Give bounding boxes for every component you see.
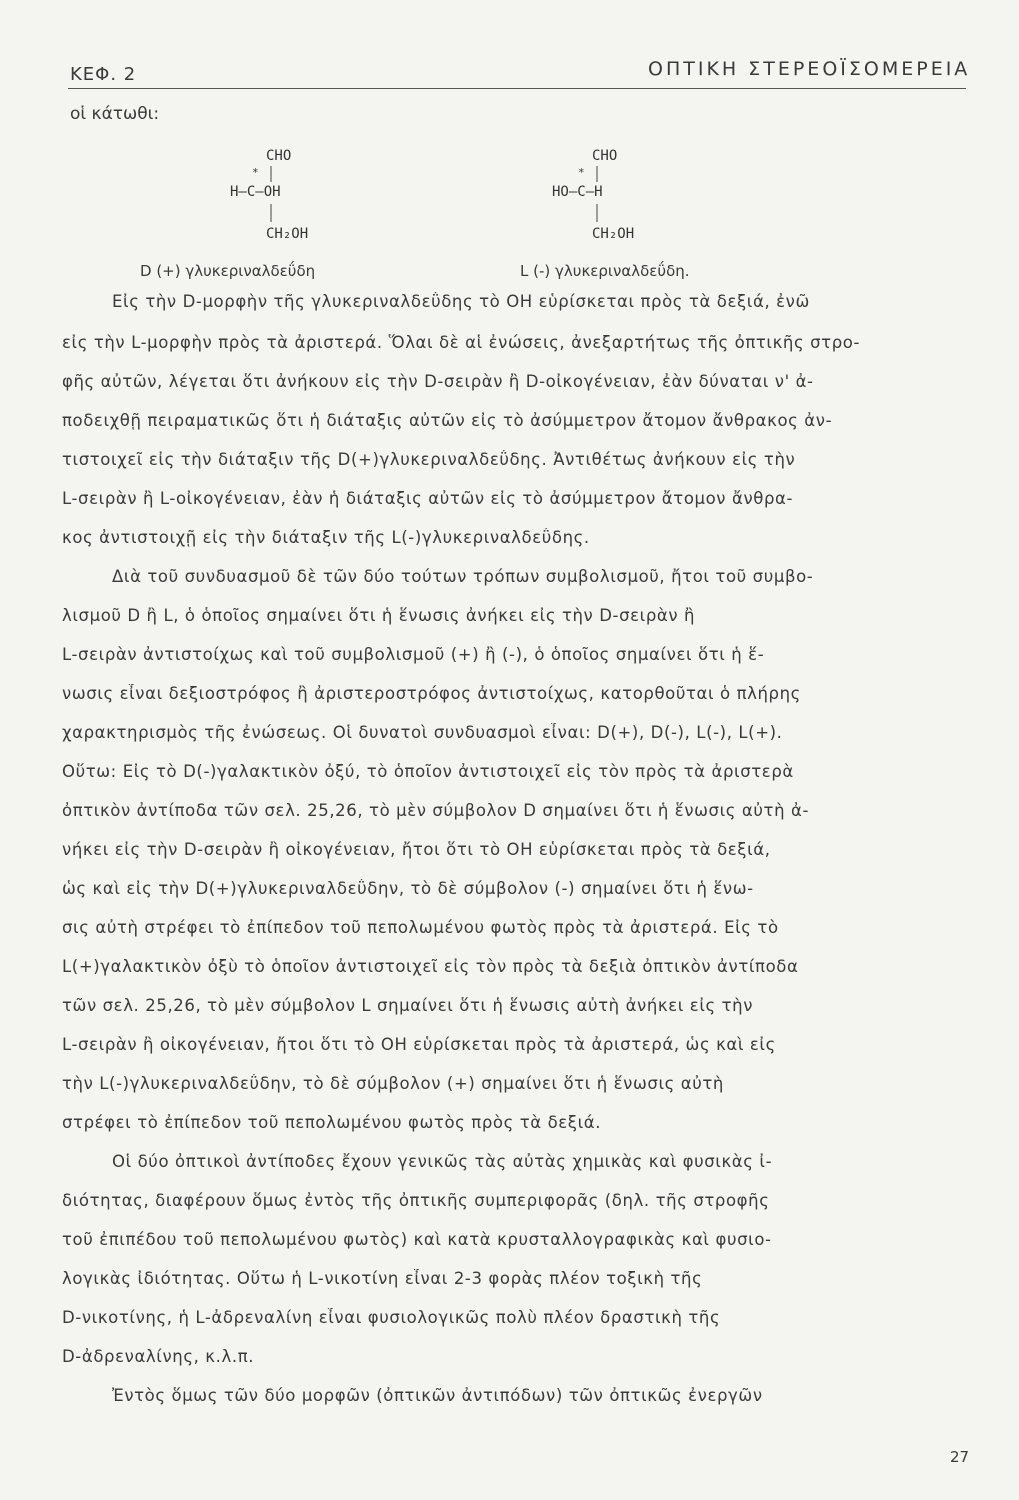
header-rule (68, 88, 966, 89)
text-line: νωσις εἶναι δεξιοστρόφος ἢ ἀριστεροστρόφος ἀντιστοίχως, κατορθοῦται ὁ πλήρης (62, 684, 801, 703)
chapter-title: ΟΠΤΙΚΗ ΣΤΕΡΕΟΪΣΟΜΕΡΕΙΑ (648, 58, 971, 80)
text-line: ὀπτικὸν ἀντίποδα τῶν σελ. 25,26, τὸ μὲν σύμβολον D σημαίνει ὅτι ἡ ἕνωσις αὐτὴ ἀ- (62, 801, 810, 820)
formula-l-bonds (562, 144, 722, 254)
text-line: L-σειρὰν ἢ L-οἰκογένειαν, ἐὰν ἡ διάταξις αὐτῶν εἰς τὸ ἀσύμμετρον ἄτομον ἄνθρα- (62, 489, 794, 508)
text-line: Ἐντὸς ὅμως τῶν δύο μορφῶν (ὀπτικῶν ἀντιπόδων) τῶν ὀπτικῶς ἐνεργῶν (112, 1386, 763, 1405)
page-number: 27 (950, 1448, 970, 1466)
text-line: διότητας, διαφέρουν ὅμως ἐντὸς τῆς ὀπτικῆς συμπεριφορᾶς (δηλ. τῆς στροφῆς (62, 1191, 770, 1210)
formula-l-caption: L (-) γλυκεριναλδεΰδη. (520, 262, 690, 280)
text-line: D-νικοτίνης, ἡ L-ἀδρεναλίνη εἶναι φυσιολογικῶς πολὺ πλέον δραστικὴ τῆς (62, 1308, 721, 1327)
text-line: λισμοῦ D ἢ L, ὁ ὁποῖος σημαίνει ὅτι ἡ ἕνωσις ἀνήκει εἰς τὴν D-σειρὰν ἢ (62, 606, 696, 625)
text-line: χαρακτηρισμὸς τῆς ἐνώσεως. Οἱ δυνατοὶ συνδυασμοὶ εἶναι: D(+), D(-), L(-), L(+). (62, 723, 783, 742)
text-line: L-σειρὰν ἀντιστοίχως καὶ τοῦ συμβολισμοῦ (+) ἢ (-), ὁ ὁποῖος σημαίνει ὅτι ἡ ἕ- (62, 645, 765, 664)
text-line: ὡς καὶ εἰς τὴν D(+)γλυκεριναλδεΰδην, τὸ δὲ σύμβολον (-) σημαίνει ὅτι ἡ ἕνω- (62, 879, 754, 898)
text-line: Οὕτω: Εἰς τὸ D(-)γαλακτικὸν ὀξύ, τὸ ὁποῖον ἀντιστοιχεῖ εἰς τὸν πρὸς τὰ ἀριστερὰ (62, 762, 794, 781)
formula-d-bonds (228, 144, 388, 254)
formula-d-middle: H—C—OH (230, 184, 281, 200)
intro-line: οἱ κάτωθι: (70, 104, 160, 124)
formula-d-glyceraldehyde (228, 144, 388, 254)
text-line: νήκει εἰς τὴν D-σειρὰν ἢ οἰκογένειαν, ἤτοι ὅτι τὸ OH εὑρίσκεται πρὸς τὰ δεξιά, (62, 840, 771, 859)
text-line: L-σειρὰν ἢ οἰκογένειαν, ἤτοι ὅτι τὸ OH εὑρίσκεται πρὸς τὰ ἀριστερά, ὡς καὶ εἰς (62, 1035, 776, 1054)
text-line: τὴν L(-)γλυκεριναλδεΰδην, τὸ δὲ σύμβολον (+) σημαίνει ὅτι ἡ ἕνωσις αὐτὴ (62, 1074, 724, 1093)
text-line: τῶν σελ. 25,26, τὸ μὲν σύμβολον L σημαίνει ὅτι ἡ ἕνωσις αὐτὴ ἀνήκει εἰς τὴν (62, 996, 754, 1015)
formula-d-star: * (252, 166, 259, 179)
chapter-label: ΚΕΦ. 2 (70, 64, 137, 85)
text-line: Οἱ δύο ὀπτικοὶ ἀντίποδες ἔχουν γενικῶς τὰς αὐτὰς χημικὰς καὶ φυσικὰς ἰ- (112, 1152, 773, 1171)
formula-l-top: CHO (592, 148, 618, 164)
text-line: L(+)γαλακτικὸν ὀξὺ τὸ ὁποῖον ἀντιστοιχεῖ εἰς τὸν πρὸς τὰ δεξιὰ ὀπτικὸν ἀντίποδα (62, 957, 799, 976)
formula-l-glyceraldehyde (552, 144, 722, 254)
formula-l-star: * (578, 166, 585, 179)
text-line: φῆς αὐτῶν, λέγεται ὅτι ἀνήκουν εἰς τὴν D-σειρὰν ἢ D-οἰκογένειαν, ἐὰν δύναται ν' ἀ- (62, 372, 814, 391)
text-line: κος ἀντιστοιχῇ εἰς τὴν διάταξιν τῆς L(-)γλυκεριναλδεΰδης. (62, 528, 590, 547)
text-line: στρέφει τὸ ἐπίπεδον τοῦ πεπολωμένου φωτὸς πρὸς τὰ δεξιά. (62, 1113, 602, 1132)
formula-d-bottom: CH₂OH (266, 226, 309, 242)
formula-l-middle: HO—C—H (552, 184, 603, 200)
text-line: λογικὰς ἰδιότητας. Οὕτω ἡ L-νικοτίνη εἶναι 2-3 φορὰς πλέον τοξικὴ τῆς (62, 1269, 703, 1288)
text-line: Διὰ τοῦ συνδυασμοῦ δὲ τῶν δύο τούτων τρόπων συμβολισμοῦ, ἤτοι τοῦ συμβο- (112, 567, 814, 586)
text-line: τοῦ ἐπιπέδου τοῦ πεπολωμένου φωτὸς) καὶ κατὰ κρυσταλλογραφικὰς καὶ φυσιο- (62, 1230, 772, 1249)
text-line: τιστοιχεῖ εἰς τὴν διάταξιν τῆς D(+)γλυκεριναλδεΰδης. Ἀντιθέτως ἀνήκουν εἰς τὴν (62, 450, 796, 469)
formula-d-caption: D (+) γλυκεριναλδεΰδη (140, 262, 316, 280)
text-line: σις αὐτὴ στρέφει τὸ ἐπίπεδον τοῦ πεπολωμένου φωτὸς πρὸς τὰ ἀριστερά. Εἰς τὸ (62, 918, 779, 937)
text-line: D-ἀδρεναλίνης, κ.λ.π. (62, 1347, 255, 1366)
text-line: ποδειχθῇ πειραματικῶς ὅτι ἡ διάταξις αὐτῶν εἰς τὸ ἀσύμμετρον ἄτομον ἄνθρακος ἀν- (62, 411, 833, 430)
formula-d-top: CHO (266, 148, 292, 164)
text-line: εἰς τὴν L-μορφὴν πρὸς τὰ ἀριστερά. Ὅλαι δὲ αἱ ἐνώσεις, ἀνεξαρτήτως τῆς ὀπτικῆς στρο- (62, 333, 861, 352)
text-line: Εἰς τὴν D-μορφὴν τῆς γλυκεριναλδεΰδης τὸ OH εὑρίσκεται πρὸς τὰ δεξιά, ἐνῶ (112, 292, 810, 311)
formula-l-bottom: CH₂OH (592, 226, 635, 242)
